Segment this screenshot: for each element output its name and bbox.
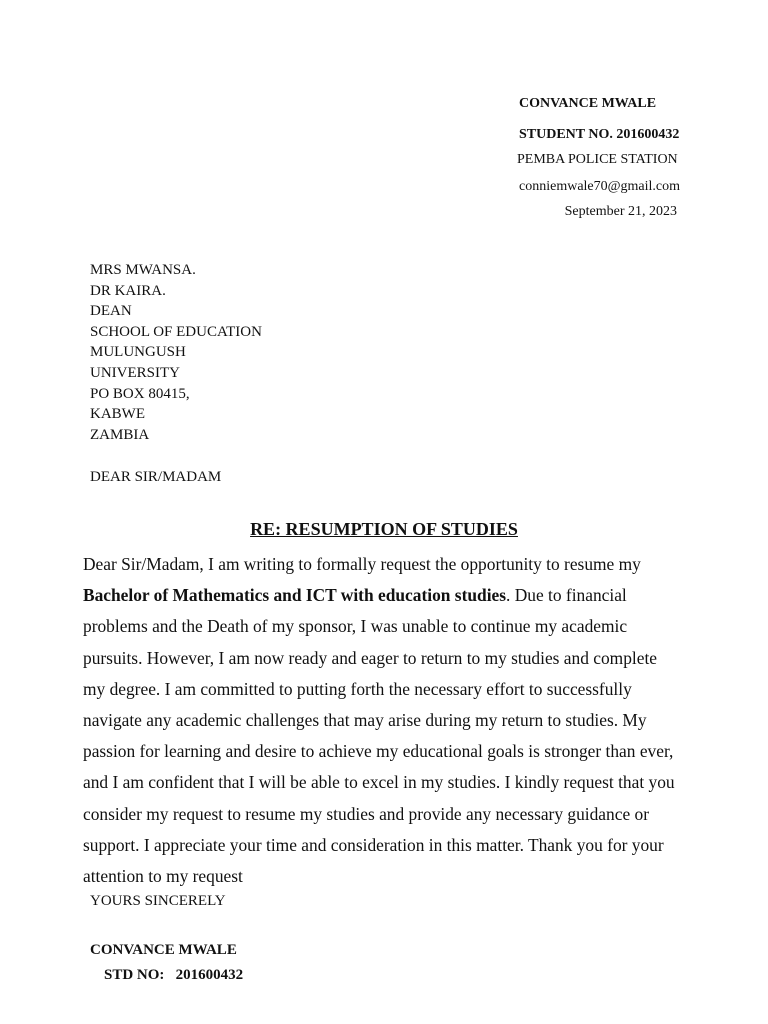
signature-student-number: STD NO: 201600432	[104, 967, 244, 983]
recipient-line: DR KAIRA.	[90, 282, 166, 299]
sender-student-number: STUDENT NO. 201600432	[519, 127, 680, 142]
body-line: passion for learning and desire to achieve my educational goals is stronger than ever,	[83, 741, 674, 762]
recipient-line: UNIVERSITY	[90, 364, 180, 381]
signature-name: CONVANCE MWALE	[90, 942, 237, 958]
body-line: attention to my request	[83, 866, 243, 887]
body-line: navigate any academic challenges that may arise during my return to studies. My	[83, 710, 647, 731]
body-line: support. I appreciate your time and consideration in this matter. Thank you for your	[83, 834, 664, 855]
recipient-line: KABWE	[90, 406, 145, 423]
body-line: Dear Sir/Madam, I am writing to formally request the opportunity to resume my	[83, 554, 641, 574]
recipient-line: SCHOOL OF EDUCATION	[90, 323, 262, 340]
body-line: consider my request to resume my studies and provide any necessary guidance or	[83, 803, 649, 824]
recipient-line: MULUNGUSH	[90, 344, 186, 361]
body-line-rest: . Due to financial	[506, 585, 627, 606]
degree-name: Bachelor of Mathematics and ICT with education studies	[83, 585, 507, 606]
subject-heading: RE: RESUMPTION OF STUDIES	[250, 519, 518, 539]
letter-body	[83, 549, 683, 892]
body-line: pursuits. However, I am now ready and eager to return to my studies and complete	[83, 647, 657, 668]
body-line: problems and the Death of my sponsor, I was unable to continue my academic	[83, 616, 628, 637]
body-line: and I am confident that I will be able to excel in my studies. I kindly request that you	[83, 772, 675, 793]
body-line: my degree. I am committed to putting forth the necessary effort to successfully	[83, 678, 632, 699]
sender-email: conniemwale70@gmail.com	[519, 179, 681, 194]
sender-address: PEMBA POLICE STATION	[517, 152, 678, 167]
recipient-address	[90, 260, 262, 445]
letter-date: September 21, 2023	[564, 204, 677, 219]
salutation: DEAR SIR/MADAM	[90, 469, 222, 485]
closing: YOURS SINCERELY	[90, 893, 226, 909]
recipient-line: ZAMBIA	[90, 426, 150, 443]
sender-name: CONVANCE MWALE	[519, 96, 657, 111]
recipient-line: PO BOX 80415,	[90, 385, 190, 402]
recipient-line: MRS MWANSA.	[90, 262, 196, 278]
body-line	[83, 580, 683, 611]
recipient-line: DEAN	[90, 303, 132, 320]
